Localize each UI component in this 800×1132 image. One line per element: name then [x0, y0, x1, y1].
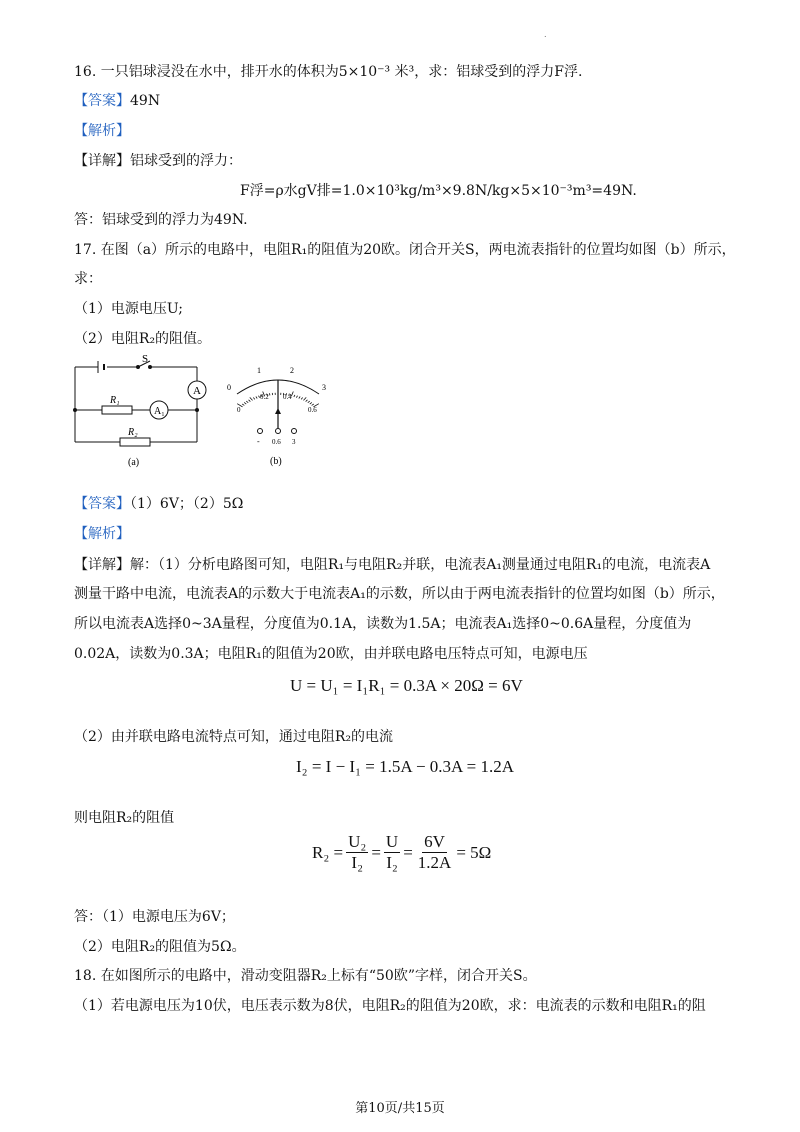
q17-line2: 求： [74, 271, 102, 287]
q16-formula: F浮=ρ水gV排=1.0×10³kg/m³×9.8N/kg×5×10⁻³m³=49N. [240, 183, 637, 199]
q17-answer [74, 494, 243, 514]
q16-answer [74, 91, 160, 111]
inner-tick-06: 0.6 [308, 406, 317, 414]
q17-part1: （1）电源电压U; [74, 301, 183, 317]
inner-tick-0: 0 [237, 406, 241, 414]
dial-tick [242, 404, 244, 405]
equation-1: U = U₁ = I₁R₁ = 0.3A × 20Ω = 6V [290, 676, 523, 695]
ammeter-a-label: A [193, 385, 201, 397]
equation-2: I₂ = I − I₁ = 1.5A − 0.3A = 1.2A [296, 757, 514, 776]
q17-r2-text: 则电阻R₂的阻值 [74, 810, 175, 826]
q17-ans2: （2）电阻R₂的阻值为5Ω。 [74, 939, 246, 955]
q18-line2: （1）若电源电压为10伏，电压表示数为8伏，电阻R₂的阻值为20欧，求：电流表的示数和电阻R₁的阻 [74, 998, 706, 1014]
switch-label: S [142, 353, 149, 365]
dial-tick [299, 397, 300, 399]
terminal-3: 3 [292, 438, 296, 446]
dial-tick [250, 397, 253, 400]
detail-text: 铝球受到的浮力： [130, 153, 242, 169]
dial-tick [249, 400, 251, 402]
q16-question: 16. 一只铝球浸没在水中，排开水的体积为5×10⁻³ 米³，求：铝球受到的浮力F浮. [74, 64, 583, 80]
r1-label: R₁ [110, 395, 120, 406]
outer-tick-3: 3 [322, 383, 326, 392]
dial-tick [301, 398, 303, 400]
dial-tick [253, 398, 255, 400]
q17-detail2: 测量干路中电流，电流表A的示数大于电流表A₁的示数，所以由于两电流表指针的位置均如图（b）所示， [74, 586, 725, 602]
detail-tag: 【详解】 [74, 557, 130, 573]
fraction-u2-i2: $\frac{\text{U₂}}{\text{I₂}}$ [348, 832, 367, 872]
caption-a: (a) [128, 457, 140, 468]
q17-ans1: 答：（1）电源电压为6V； [74, 909, 235, 925]
q17-line1: 17. 在图（a）所示的电路中，电阻R₁的阻值为20欧。闭合开关S，两电流表指针的位置均如图（b）所示， [74, 242, 736, 258]
outer-tick-2: 2 [290, 366, 294, 375]
eq3-lhs: R₂ = [312, 842, 344, 862]
q17-analysis-tag: 【解析】 [74, 526, 130, 542]
q16-conclusion: 答：铝球受到的浮力为49N. [74, 212, 248, 228]
terminal-06: 0.6 [272, 438, 281, 446]
q17-detail4: 0.02A，读数为0.3A；电阻R₁的阻值为20欧，由并联电路电压特点可知，电源电压 [74, 646, 588, 662]
q16-analysis-tag: 【解析】 [74, 123, 130, 139]
dial-tick [303, 397, 306, 400]
dial-tick [310, 402, 312, 404]
dial-tick [306, 400, 308, 402]
r2-label: R₂ [128, 427, 138, 438]
fraction-6v-12a: $\frac{6V}{1.2A}$ [417, 832, 452, 872]
q16-detail [74, 151, 242, 171]
dial-tick [294, 395, 295, 397]
outer-tick-1: 1 [257, 366, 261, 375]
q17-part2: （2）电阻R₂的阻值。 [74, 331, 212, 347]
terminal-minus: - [257, 437, 260, 446]
ammeter-a1-label: A₁ [154, 406, 165, 417]
dial-tick [244, 402, 246, 404]
header-mark: . [544, 30, 547, 39]
dial-tick [246, 401, 248, 403]
detail-text: 解：（1）分析电路图可知，电阻R₁与电阻R₂并联，电流表A₁测量通过电阻R₁的电流，电流表A [130, 557, 711, 573]
circuit-diagram-a [70, 352, 220, 470]
equation-3: R₂ = $\frac{\text{U₂}}{\text{I₂}}$ = $\frac{U}{\text{I₂}}$ = $\frac{6V}{1.2A}$ = 5Ω [312, 832, 492, 872]
answer-text: 49N [130, 93, 161, 109]
detail-tag: 【详解】 [74, 153, 130, 169]
inner-tick-04: 0.4 [283, 393, 292, 401]
dial-tick [296, 396, 297, 398]
caption-b: (b) [270, 456, 282, 467]
outer-tick-0: 0 [227, 383, 231, 392]
q17-detail3: 所以电流表A选择0~3A量程，分度值为0.1A，读数为1.5A；电流表A₁选择0~0.6A量程，分度值为 [74, 616, 692, 632]
ammeter-dial-b [222, 358, 334, 470]
answer-text: （1）6V；（2）5Ω [130, 496, 244, 512]
fraction-u-i2: $\frac{U}{\text{I₂}}$ [385, 832, 399, 872]
eq3-rhs: = 5Ω [456, 842, 492, 862]
q17-part2-text: （2）由并联电路电流特点可知，通过电阻R₂的电流 [74, 729, 394, 745]
inner-tick-02: 0.2 [260, 393, 269, 401]
dial-tick [308, 401, 310, 403]
q17-detail1 [74, 555, 710, 575]
answer-tag: 【答案】 [74, 93, 130, 109]
dial-tick [256, 397, 257, 399]
answer-tag: 【答案】 [74, 496, 130, 512]
dial-tick [269, 393, 270, 395]
q18-line1: 18. 在如图所示的电路中，滑动变阻器R₂上标有“50欧”字样，闭合开关S。 [74, 968, 537, 984]
page-footer: 第10页/共15页 [355, 1101, 445, 1116]
